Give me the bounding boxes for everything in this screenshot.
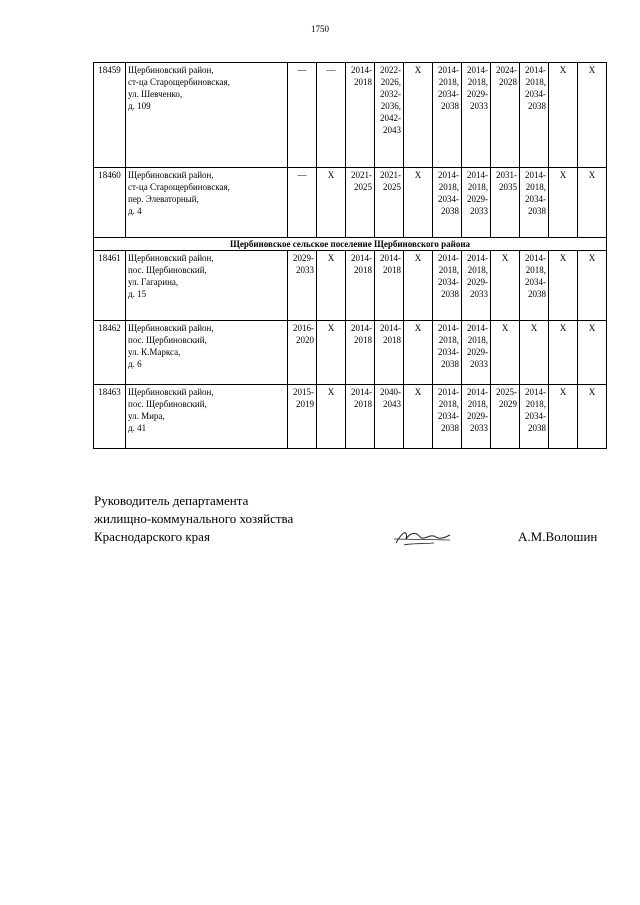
- period-value: 2043: [383, 125, 401, 135]
- period-value: 2038: [528, 101, 546, 111]
- record-number: 18463: [94, 385, 126, 449]
- period-cell: [404, 168, 433, 238]
- period-cell: [549, 385, 578, 449]
- address-line: д. 41: [128, 423, 147, 433]
- period-value: 2018,: [438, 399, 459, 409]
- period-value: 2018,: [438, 182, 459, 192]
- period-value: 2034-: [438, 89, 459, 99]
- period-value: 2014-: [351, 323, 372, 333]
- period-value: 2015-: [293, 387, 314, 397]
- period-value: 2029: [499, 399, 517, 409]
- period-cell: [375, 251, 404, 321]
- period-value: 2025: [383, 182, 401, 192]
- period-value: 2038: [441, 206, 459, 216]
- address-line: ул. Шевченко,: [128, 89, 183, 99]
- period-value: 2018: [354, 335, 372, 345]
- period-value: 2021-: [380, 170, 401, 180]
- period-cell: [491, 321, 520, 385]
- period-value: 2033: [296, 265, 314, 275]
- period-value: 2038: [441, 359, 459, 369]
- address-line: д. 15: [128, 289, 147, 299]
- period-value: 2033: [470, 289, 488, 299]
- period-value: 2034-: [525, 411, 546, 421]
- period-value: 2014-: [525, 65, 546, 75]
- period-value: 2018: [354, 77, 372, 87]
- address-cell: [126, 63, 288, 168]
- address-line: пос. Щербиновский,: [128, 335, 207, 345]
- period-value: Х: [327, 387, 335, 397]
- period-value: 2016-: [293, 323, 314, 333]
- section-title: Щербиновское сельское поселение Щербиновского района: [94, 238, 607, 251]
- period-value: —: [326, 65, 336, 75]
- period-value: 2036,: [380, 101, 401, 111]
- period-value: 2024-: [496, 65, 517, 75]
- period-value: Х: [588, 387, 596, 397]
- period-value: 2020: [296, 335, 314, 345]
- period-value: —: [297, 65, 307, 75]
- period-value: 2034-: [438, 411, 459, 421]
- address-line: ул. К.Маркса,: [128, 347, 181, 357]
- period-cell: [404, 321, 433, 385]
- period-value: Х: [588, 253, 596, 263]
- period-value: Х: [559, 65, 567, 75]
- period-value: Х: [414, 170, 422, 180]
- table-row: [94, 168, 607, 238]
- period-cell: [578, 321, 607, 385]
- signer-name: А.М.Волошин: [518, 529, 598, 544]
- period-value: 2014-: [467, 387, 488, 397]
- period-value: 2018,: [467, 265, 488, 275]
- period-cell: [433, 168, 462, 238]
- period-value: 2018: [354, 399, 372, 409]
- period-cell: [520, 251, 549, 321]
- period-value: 2029-: [293, 253, 314, 263]
- period-value: 2029-: [467, 194, 488, 204]
- period-cell: [346, 63, 375, 168]
- period-cell: [549, 321, 578, 385]
- record-number: 18462: [94, 321, 126, 385]
- period-value: —: [297, 170, 307, 180]
- signer-position-line-3: Краснодарского края: [94, 529, 210, 544]
- period-value: 2029-: [467, 347, 488, 357]
- period-value: 2014-: [467, 65, 488, 75]
- period-value: 2040-: [380, 387, 401, 397]
- table-row: [94, 251, 607, 321]
- period-cell: [578, 251, 607, 321]
- period-value: 2018,: [467, 399, 488, 409]
- period-cell: [288, 385, 317, 449]
- address-cell: [126, 168, 288, 238]
- address-line: д. 4: [128, 206, 142, 216]
- address-line: ул. Мира,: [128, 411, 165, 421]
- period-value: 2014-: [351, 253, 372, 263]
- period-cell: [375, 168, 404, 238]
- period-value: 2042-: [380, 113, 401, 123]
- period-value: Х: [588, 323, 596, 333]
- period-cell: [433, 321, 462, 385]
- period-value: Х: [327, 170, 335, 180]
- period-value: Х: [588, 170, 596, 180]
- period-value: 2018,: [467, 335, 488, 345]
- period-value: 2038: [528, 289, 546, 299]
- period-cell: [375, 385, 404, 449]
- record-number: 18461: [94, 251, 126, 321]
- record-number: 18460: [94, 168, 126, 238]
- period-value: 2014-: [525, 253, 546, 263]
- period-value: 2018,: [525, 182, 546, 192]
- period-value: 2032-: [380, 89, 401, 99]
- period-cell: [462, 251, 491, 321]
- period-value: 2018,: [438, 265, 459, 275]
- period-value: Х: [501, 323, 509, 333]
- period-value: Х: [559, 323, 567, 333]
- period-cell: [578, 63, 607, 168]
- period-value: 2029-: [467, 411, 488, 421]
- period-value: 2043: [383, 399, 401, 409]
- period-value: Х: [559, 170, 567, 180]
- period-cell: [288, 251, 317, 321]
- period-cell: [491, 251, 520, 321]
- period-cell: [433, 251, 462, 321]
- period-cell: [346, 385, 375, 449]
- period-value: 2038: [528, 206, 546, 216]
- period-value: 2018,: [525, 399, 546, 409]
- period-value: 2034-: [525, 89, 546, 99]
- period-cell: [375, 321, 404, 385]
- period-cell: [578, 385, 607, 449]
- period-cell: [375, 63, 404, 168]
- handwritten-signature: [390, 525, 454, 549]
- period-value: 2033: [470, 359, 488, 369]
- table-body: [94, 63, 607, 449]
- period-value: 2031-: [496, 170, 517, 180]
- address-cell: [126, 321, 288, 385]
- address-line: ст-ца Старощербиновская,: [128, 77, 230, 87]
- table-row: [94, 385, 607, 449]
- period-value: Х: [530, 323, 538, 333]
- signer-position-line-2: жилищно-коммунального хозяйства: [94, 511, 294, 526]
- period-value: 2014-: [380, 323, 401, 333]
- period-value: 2018,: [438, 335, 459, 345]
- address-line: д. 6: [128, 359, 142, 369]
- period-value: Х: [414, 65, 422, 75]
- period-cell: [491, 63, 520, 168]
- period-value: 2029-: [467, 277, 488, 287]
- period-cell: [491, 168, 520, 238]
- period-cell: [317, 168, 346, 238]
- period-cell: [433, 63, 462, 168]
- period-cell: [462, 385, 491, 449]
- period-cell: [462, 321, 491, 385]
- address-cell: [126, 385, 288, 449]
- period-value: 2018,: [467, 77, 488, 87]
- period-cell: [462, 168, 491, 238]
- period-value: 2014-: [438, 323, 459, 333]
- period-value: 2025: [354, 182, 372, 192]
- period-value: 2014-: [438, 170, 459, 180]
- signer-position-line-1: Руководитель департамента: [94, 493, 249, 508]
- page-number: 1750: [311, 24, 329, 34]
- address-line: Щербиновский район,: [128, 170, 214, 180]
- period-value: 2034-: [438, 347, 459, 357]
- period-cell: [491, 385, 520, 449]
- period-cell: [317, 385, 346, 449]
- address-line: Щербиновский район,: [128, 65, 214, 75]
- address-cell: [126, 251, 288, 321]
- section-header-row: [94, 238, 607, 251]
- address-line: пер. Элеваторный,: [128, 194, 199, 204]
- period-value: 2014-: [351, 65, 372, 75]
- period-cell: [520, 63, 549, 168]
- period-cell: [520, 385, 549, 449]
- period-value: 2034-: [525, 194, 546, 204]
- period-value: Х: [327, 253, 335, 263]
- period-value: 2014-: [438, 65, 459, 75]
- period-value: 2018,: [438, 77, 459, 87]
- address-line: пос. Щербиновский,: [128, 399, 207, 409]
- table-row: [94, 321, 607, 385]
- period-cell: [317, 321, 346, 385]
- period-value: Х: [414, 323, 422, 333]
- period-value: 2018,: [525, 77, 546, 87]
- period-cell: [288, 321, 317, 385]
- period-cell: [288, 63, 317, 168]
- period-cell: [404, 63, 433, 168]
- period-value: 2021-: [351, 170, 372, 180]
- period-value: 2018: [383, 335, 401, 345]
- period-value: Х: [559, 253, 567, 263]
- period-value: 2035: [499, 182, 517, 192]
- period-value: 2033: [470, 423, 488, 433]
- period-value: 2014-: [525, 170, 546, 180]
- period-value: 2018: [383, 265, 401, 275]
- period-value: 2028: [499, 77, 517, 87]
- address-line: д. 109: [128, 101, 151, 111]
- period-value: 2026,: [380, 77, 401, 87]
- address-line: ул. Гагарина,: [128, 277, 179, 287]
- period-value: 2018: [354, 265, 372, 275]
- period-cell: [317, 63, 346, 168]
- period-cell: [404, 385, 433, 449]
- period-value: 2038: [441, 289, 459, 299]
- period-cell: [549, 63, 578, 168]
- period-value: 2033: [470, 206, 488, 216]
- period-cell: [520, 168, 549, 238]
- address-line: пос. Щербиновский,: [128, 265, 207, 275]
- period-value: 2034-: [438, 194, 459, 204]
- address-line: ст-ца Старощербиновская,: [128, 182, 230, 192]
- period-value: 2025-: [496, 387, 517, 397]
- period-value: 2014-: [467, 170, 488, 180]
- period-value: 2038: [441, 101, 459, 111]
- period-value: 2034-: [438, 277, 459, 287]
- period-value: 2018,: [525, 265, 546, 275]
- period-value: 2038: [441, 423, 459, 433]
- period-value: 2014-: [438, 253, 459, 263]
- housing-register-table: [93, 62, 607, 449]
- period-value: Х: [414, 253, 422, 263]
- period-value: 2029-: [467, 89, 488, 99]
- footer-signature-block: [94, 492, 293, 546]
- period-value: 2014-: [467, 323, 488, 333]
- period-cell: [317, 251, 346, 321]
- period-cell: [549, 168, 578, 238]
- period-cell: [404, 251, 433, 321]
- period-value: Х: [414, 387, 422, 397]
- period-cell: [346, 251, 375, 321]
- period-value: Х: [327, 323, 335, 333]
- period-value: 2014-: [380, 253, 401, 263]
- period-value: 2034-: [525, 277, 546, 287]
- address-line: Щербиновский район,: [128, 323, 214, 333]
- period-value: 2014-: [525, 387, 546, 397]
- period-value: 2038: [528, 423, 546, 433]
- period-value: 2022-: [380, 65, 401, 75]
- period-cell: [288, 168, 317, 238]
- period-value: Х: [588, 65, 596, 75]
- address-line: Щербиновский район,: [128, 253, 214, 263]
- table-row: [94, 63, 607, 168]
- period-cell: [462, 63, 491, 168]
- period-cell: [346, 321, 375, 385]
- period-value: 2014-: [438, 387, 459, 397]
- period-value: Х: [559, 387, 567, 397]
- period-value: 2018,: [467, 182, 488, 192]
- period-value: Х: [501, 253, 509, 263]
- period-value: 2014-: [351, 387, 372, 397]
- period-cell: [346, 168, 375, 238]
- period-cell: [549, 251, 578, 321]
- period-value: 2033: [470, 101, 488, 111]
- period-cell: [433, 385, 462, 449]
- period-cell: [520, 321, 549, 385]
- address-line: Щербиновский район,: [128, 387, 214, 397]
- period-cell: [578, 168, 607, 238]
- period-value: 2014-: [467, 253, 488, 263]
- period-value: 2019: [296, 399, 314, 409]
- record-number: 18459: [94, 63, 126, 168]
